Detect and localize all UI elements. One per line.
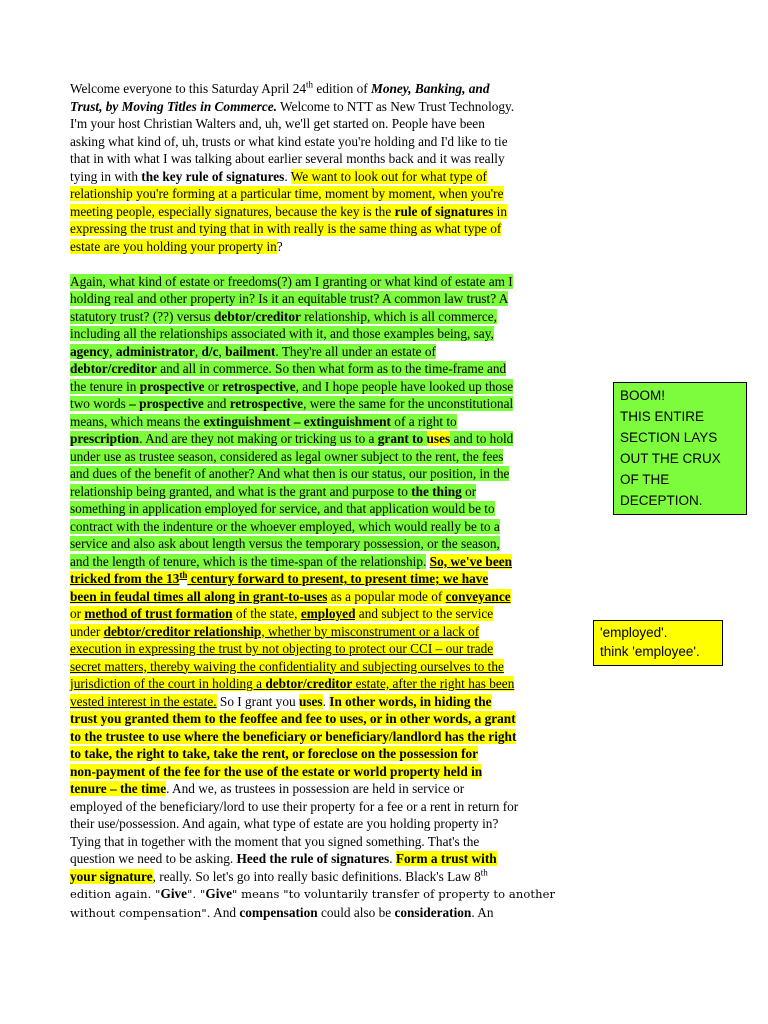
text-run: Welcome everyone to this Saturday April 24 [70, 81, 306, 96]
text-run: or [70, 606, 85, 621]
text-line [70, 413, 585, 431]
text-run: could also be [317, 904, 395, 920]
text-run: estate, after the right has been [352, 676, 515, 691]
text-run: , [218, 343, 226, 359]
text-run: – prospective [129, 396, 204, 411]
text-line [70, 273, 585, 291]
text-line [70, 588, 585, 606]
text-run: and the length of tenure, which is the time-span of the relationship. [70, 553, 427, 569]
text-run: without compensation". [70, 905, 211, 920]
text-run: of the state, [232, 606, 301, 621]
text-line [70, 290, 585, 308]
text-line [70, 500, 585, 518]
text-run: , really. So let's go into really basic definitions. Black's Law 8 [152, 868, 481, 884]
text-run: . They're all under an estate of [275, 343, 436, 359]
text-run: And [210, 904, 240, 920]
text-line [70, 553, 585, 571]
text-line [70, 885, 585, 904]
text-line [70, 308, 585, 326]
text-run: jurisdiction of the court in holding a [70, 676, 266, 691]
text-run: been in feudal times all along in grant-to-uses [70, 588, 328, 604]
text-run: your signature [70, 868, 153, 884]
text-run: debtor/creditor relationship [103, 623, 262, 639]
text-line [70, 815, 585, 833]
text-line [70, 623, 585, 641]
text-run: meeting people, especially signatures, because the key is the [70, 203, 395, 219]
text-run: consideration [394, 904, 472, 920]
text-run: and subject to the service [355, 606, 494, 621]
text-run: relationship you're forming at a particular time, moment by moment, when you're [70, 186, 504, 201]
text-run: under [70, 623, 104, 639]
text-line [70, 465, 585, 483]
text-run: th [480, 867, 488, 878]
green-note-line: SECTION LAYS [620, 430, 718, 445]
text-run: under use as trustee season, considered as legal owner subject to the rent, the fees [70, 448, 504, 464]
text-line [70, 570, 585, 588]
text-line [70, 343, 585, 361]
text-line [70, 763, 585, 781]
text-run: employed [300, 606, 356, 621]
text-run: rule of signatures [394, 203, 494, 219]
text-run: compensation [239, 904, 318, 920]
text-run: or [461, 483, 477, 499]
text-run: , [194, 343, 202, 359]
text-run: We want to look out for what type of [290, 168, 487, 184]
text-run: the key rule of signatures [141, 168, 285, 184]
text-run: something in application employed for service, and that application would be to [70, 501, 495, 516]
green-note-line: DECEPTION. [620, 493, 703, 508]
text-run: as a popular mode of [327, 588, 446, 604]
text-run: edition of [313, 81, 371, 96]
text-run: . [322, 693, 330, 709]
text-line [70, 640, 585, 658]
text-line [70, 728, 585, 746]
text-run: to take, the right to take, take the rent, or foreclose on the possession for [70, 746, 479, 761]
text-run: , and I hope people have looked up those [295, 378, 514, 394]
text-run: two words [70, 396, 130, 411]
text-run: ". " [187, 887, 206, 901]
text-line [70, 904, 585, 923]
text-run: including all the relationships associated with it, and those examples being, say, [70, 326, 494, 341]
text-line [70, 430, 585, 448]
text-run: non-payment of the fee for the use of the estate or world property held in [70, 763, 483, 779]
green-note-line: BOOM! [620, 388, 666, 403]
text-line [70, 693, 585, 711]
text-run: ? [276, 238, 283, 254]
text-line [70, 325, 585, 343]
text-run: " means "to voluntarily transfer of property to another [231, 887, 556, 901]
text-run: tenure – the time [70, 781, 167, 796]
text-run: tying in with [70, 168, 142, 184]
text-line [70, 658, 585, 676]
text-line [70, 535, 585, 553]
text-run: Welcome to NTT as New Trust Technology. [276, 98, 515, 114]
text-line [70, 220, 585, 238]
text-line [70, 133, 585, 151]
text-line [70, 518, 585, 536]
yellow-note-line: think 'employee'. [600, 644, 700, 659]
text-run: prospective [139, 378, 205, 394]
text-line [70, 115, 585, 133]
text-run: or [204, 378, 223, 394]
text-run: expressing the trust and tying that in with really is the same thing as what type of [70, 221, 502, 236]
text-line [70, 80, 585, 98]
text-line [70, 238, 585, 256]
text-run: their use/possession. And again, what type of estate are you holding property in? [70, 816, 499, 831]
text-line [70, 745, 585, 763]
text-run: So, we've been [429, 553, 513, 569]
text-line [70, 360, 585, 378]
text-run: So I grant you [216, 693, 299, 709]
text-run: . And we, as trustees in possession are held in service or [166, 781, 465, 796]
text-run: service and also ask about length versus the temporary possession, or the season, [70, 536, 500, 551]
text-line [70, 605, 585, 623]
text-run: relationship being granted, and what is the grant and purpose to [70, 483, 412, 499]
text-run: I'm your host Christian Walters and, uh, we'll get started on. People have been [70, 116, 485, 131]
text-run: extinguishment – extinguishment [203, 413, 391, 429]
text-run: prescription [70, 431, 140, 446]
text-run: . And are they not making or tricking us to a [139, 431, 378, 446]
text-run: relationship, which is all commerce, [300, 308, 497, 324]
text-run: execution in expressing the trust by not objecting to protect our CCI – our trade [70, 641, 494, 656]
text-run: In other words, in hiding the [329, 693, 492, 709]
text-run: Heed the rule of signatures [236, 851, 390, 866]
text-run: . [284, 168, 291, 184]
text-line [70, 168, 585, 186]
green-annotation-box [613, 382, 747, 515]
text-run: contract with the indenture or the whoever employed, which would really be to a [70, 518, 500, 534]
text-line [70, 675, 585, 693]
text-run: means, which means the [70, 413, 204, 429]
text-line [70, 448, 585, 466]
text-run: and all in commerce. So then what form as to the time-frame and [156, 361, 507, 376]
text-run: employed of the beneficiary/lord to use their property for a fee or a rent in return for [70, 798, 519, 814]
text-run: th [306, 79, 314, 90]
text-run: bailment [225, 343, 276, 359]
text-run: debtor/creditor [70, 361, 157, 376]
green-note-line: THIS ENTIRE [620, 409, 705, 424]
text-run: debtor/creditor [214, 308, 301, 324]
text-line [70, 868, 585, 886]
paragraph [70, 273, 585, 923]
text-run: secret matters, thereby waiving the confidentiality and subjecting ourselves to the [70, 658, 504, 674]
transcript-text [70, 80, 585, 922]
text-line [70, 203, 585, 221]
text-run: th [179, 569, 188, 580]
text-run: Form a trust with [395, 851, 497, 866]
text-run: to the trustee to use where the beneficiary or beneficiary/landlord has the right [70, 728, 517, 744]
text-run: debtor/creditor [265, 676, 353, 691]
yellow-note-line: 'employed'. [600, 625, 668, 640]
text-run: uses [426, 431, 451, 446]
yellow-annotation-box [593, 620, 723, 666]
text-line [70, 185, 585, 203]
text-run: , whether by misconstrument or a lack of [261, 623, 480, 639]
text-run: Again, what kind of estate or freedoms(?) am I granting or what kind of estate am I [70, 273, 513, 289]
text-run: vested interest in the estate. [70, 693, 217, 709]
green-note-line: OF THE [620, 472, 670, 487]
text-line [70, 98, 585, 116]
text-run: asking what kind of, uh, trusts or what kind estate you're holding and I'd like to tie [70, 133, 508, 149]
text-line [70, 798, 585, 816]
text-run: trust you granted them to the feoffee and fee to uses, or in other words, a grant [70, 711, 516, 726]
text-run: . [389, 851, 396, 866]
text-run: the thing [411, 483, 462, 499]
text-run: holding real and other property in? Is it an equitable trust? A common law trust? A [70, 291, 509, 306]
text-run: retrospective [229, 396, 304, 411]
text-run: conveyance [445, 588, 511, 604]
text-run: question we need to be asking. [70, 851, 237, 866]
text-run: and to hold [450, 431, 514, 446]
text-run: Trust, by Moving Titles in Commerce. [70, 98, 277, 114]
text-run: d/c [201, 343, 219, 359]
text-run: , [109, 343, 116, 359]
text-run: statutory trust? (??) versus [70, 308, 215, 324]
text-run: estate are you holding your property in [70, 238, 277, 254]
text-line [70, 710, 585, 728]
text-run: Tying that in together with the moment that you signed something. That's the [70, 833, 480, 849]
text-run: grant to [377, 431, 427, 446]
text-line [70, 850, 585, 868]
text-run: and dues of the benefit of another? And what then is our status, our position, in the [70, 466, 510, 481]
text-run: . An [471, 904, 494, 920]
text-line [70, 378, 585, 396]
paragraph [70, 80, 585, 255]
text-line [70, 395, 585, 413]
text-run: retrospective [222, 378, 296, 394]
text-run: of a right to [390, 413, 457, 429]
text-run: Give [160, 886, 188, 901]
text-run: Give [205, 886, 232, 901]
text-run: uses [298, 693, 323, 709]
text-line [70, 483, 585, 501]
text-run: and [203, 396, 230, 411]
text-run: in [493, 203, 507, 219]
text-run: Money, Banking, and [371, 81, 490, 96]
text-line [70, 780, 585, 798]
text-run: edition again. " [70, 887, 161, 901]
text-run: the tenure in [70, 378, 140, 394]
text-run: that in with what I was talking about earlier several months back and it was really [70, 151, 505, 166]
text-run: agency [70, 343, 110, 359]
text-run: tricked from the 13 [70, 571, 180, 586]
text-run: , were the same for the unconstitutional [303, 396, 514, 411]
text-run: century forward to present, to present time; we have [187, 571, 489, 586]
text-run: administrator [115, 343, 195, 359]
green-note-line: OUT THE CRUX [620, 451, 721, 466]
text-run: method of trust formation [84, 606, 233, 621]
text-line [70, 833, 585, 851]
text-line [70, 150, 585, 168]
